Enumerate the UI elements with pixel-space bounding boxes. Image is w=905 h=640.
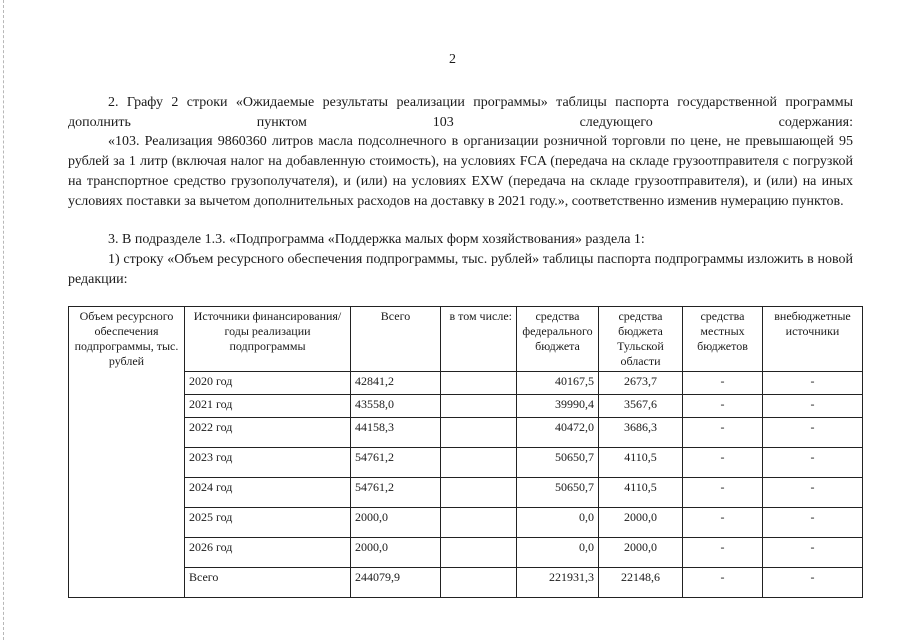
regional-cell: 22148,6 [599, 568, 683, 598]
total-cell: 44158,3 [351, 418, 441, 448]
header-local: средства местных бюджетов [683, 307, 763, 372]
federal-cell: 40472,0 [517, 418, 599, 448]
local-cell: - [683, 568, 763, 598]
header-regional: средства бюджета Тульской области [599, 307, 683, 372]
federal-cell: 221931,3 [517, 568, 599, 598]
extrabudget-cell: - [763, 538, 863, 568]
extrabudget-cell: - [763, 448, 863, 478]
total-cell: 43558,0 [351, 395, 441, 418]
table-row [69, 448, 863, 478]
year-cell: 2025 год [185, 508, 351, 538]
paragraph-3: 3. В подразделе 1.3. «Подпрограмма «Поддержка малых форм хозяйствования» раздела 1: [108, 232, 645, 247]
table-row [69, 478, 863, 508]
table-row [69, 395, 863, 418]
including-cell [441, 418, 517, 448]
header-sources: Источники финансирования/годы реализации подпрограммы [185, 307, 351, 372]
extrabudget-cell: - [763, 395, 863, 418]
header-including: в том числе: [441, 307, 517, 372]
table-header-row [69, 307, 863, 372]
year-cell: 2024 год [185, 478, 351, 508]
regional-cell: 2673,7 [599, 372, 683, 395]
total-cell: 2000,0 [351, 508, 441, 538]
year-cell: 2026 год [185, 538, 351, 568]
federal-cell: 0,0 [517, 538, 599, 568]
year-cell: 2022 год [185, 418, 351, 448]
including-cell [441, 395, 517, 418]
total-cell: 54761,2 [351, 478, 441, 508]
federal-cell: 0,0 [517, 508, 599, 538]
paragraph-3-1: 1) строку «Объем ресурсного обеспечения подпрограммы, тыс. рублей» таблицы паспорта подпрограммы изложить в новой редакции: [68, 252, 853, 287]
page-edge-line [3, 0, 4, 640]
row-label-cell: Объем ресурсного обеспечения подпрограммы, тыс. рублей [69, 307, 185, 598]
table-row [69, 372, 863, 395]
including-cell [441, 372, 517, 395]
total-cell: 42841,2 [351, 372, 441, 395]
regional-cell: 3686,3 [599, 418, 683, 448]
federal-cell: 50650,7 [517, 448, 599, 478]
header-federal: средства федерального бюджета [517, 307, 599, 372]
federal-cell: 50650,7 [517, 478, 599, 508]
including-cell [441, 448, 517, 478]
extrabudget-cell: - [763, 478, 863, 508]
resource-table [68, 306, 863, 598]
year-cell: 2023 год [185, 448, 351, 478]
header-total: Всего [351, 307, 441, 372]
year-cell: 2021 год [185, 395, 351, 418]
local-cell: - [683, 478, 763, 508]
regional-cell: 4110,5 [599, 478, 683, 508]
regional-cell: 3567,6 [599, 395, 683, 418]
local-cell: - [683, 448, 763, 478]
table-row [69, 418, 863, 448]
local-cell: - [683, 418, 763, 448]
year-cell: Всего [185, 568, 351, 598]
including-cell [441, 508, 517, 538]
including-cell [441, 538, 517, 568]
extrabudget-cell: - [763, 372, 863, 395]
year-cell: 2020 год [185, 372, 351, 395]
regional-cell: 4110,5 [599, 448, 683, 478]
regional-cell: 2000,0 [599, 538, 683, 568]
total-cell: 2000,0 [351, 538, 441, 568]
total-cell: 54761,2 [351, 448, 441, 478]
table-row [69, 508, 863, 538]
local-cell: - [683, 395, 763, 418]
page-number: 2 [449, 52, 456, 67]
extrabudget-cell: - [763, 418, 863, 448]
federal-cell: 40167,5 [517, 372, 599, 395]
paragraph-2: 2. Графу 2 строки «Ожидаемые результаты реализации программы» таблицы паспорта государственной программы дополнить пунктом 103 следующего содержания: [68, 95, 853, 130]
extrabudget-cell: - [763, 568, 863, 598]
extrabudget-cell: - [763, 508, 863, 538]
table-row [69, 538, 863, 568]
total-cell: 244079,9 [351, 568, 441, 598]
local-cell: - [683, 508, 763, 538]
regional-cell: 2000,0 [599, 508, 683, 538]
table-total-row [69, 568, 863, 598]
header-extrabudget: внебюджетные источники [763, 307, 863, 372]
paragraph-quote-103: «103. Реализация 9860360 литров масла подсолнечного в организации розничной торговли по цене, не превышающей 95 рублей за 1 литр (включая налог на добавленную стоимость), на условиях FCA (передача на складе грузоотправителя с погрузкой на транспортное средство грузополучателя), и (или) на условиях EXW (передача на складе грузоотправителя), и (или) на иных условиях поставки за вычетом дополнительных расходов на доставку в 2021 году.», соответственно изменив нумерацию пунктов. [68, 134, 853, 209]
including-cell [441, 568, 517, 598]
local-cell: - [683, 372, 763, 395]
including-cell [441, 478, 517, 508]
local-cell: - [683, 538, 763, 568]
federal-cell: 39990,4 [517, 395, 599, 418]
